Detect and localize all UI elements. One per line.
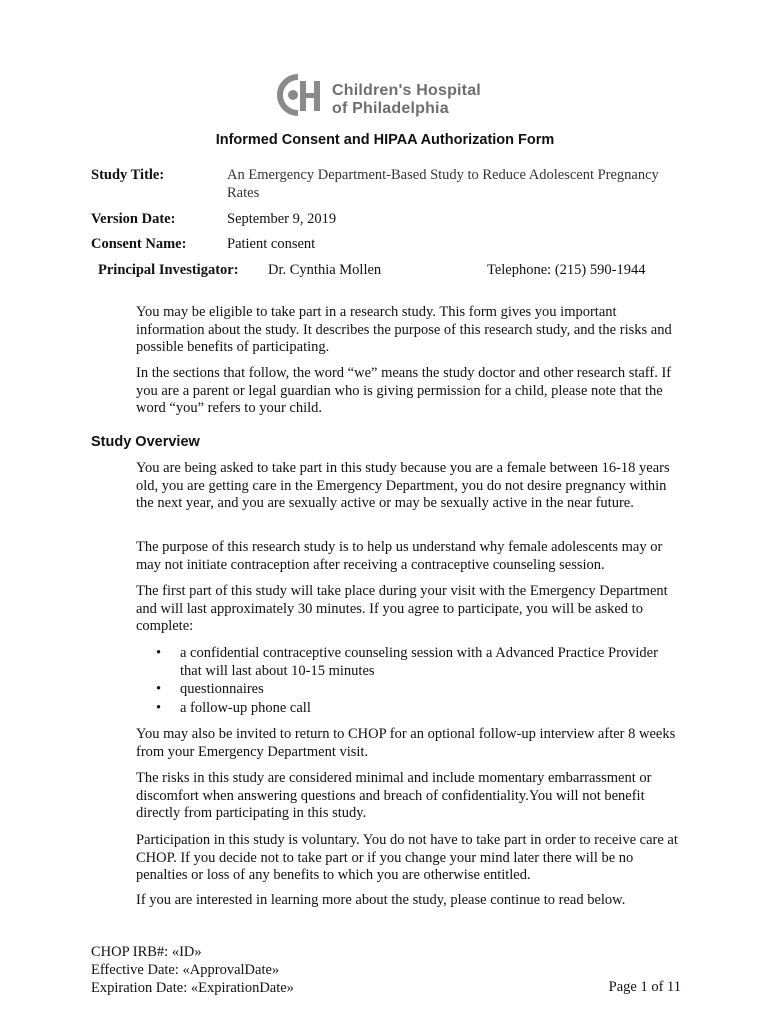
overview-text-6: Participation in this study is voluntary. You do not have to take part in order to receive care at CHOP. If you decide not to take part or if you change your mind later there will be no penalties or loss of any benefits to which you are otherwise entitled. [136, 832, 678, 884]
overview-text-7: If you are interested in learning more about the study, please continue to read below. [136, 892, 626, 908]
study-title-label: Study Title: [91, 167, 165, 183]
study-title-value: An Emergency Department-Based Study to Reduce Adolescent Pregnancy Rates [227, 167, 659, 201]
bullet-icon: • [156, 681, 162, 698]
chop-logo [276, 71, 496, 119]
section-heading-study-overview: Study Overview [91, 434, 200, 450]
intro-text-1: You may be eligible to take part in a research study. This form gives you important information about the study. It describes the purpose of this research study, and the risks and possible benefits of participating. [136, 304, 672, 356]
pi-label: Principal Investigator: [98, 262, 239, 278]
version-date-label: Version Date: [91, 211, 176, 227]
intro-text-2: In the sections that follow, the word “we” means the study doctor and other research staff. If you are a parent or legal guardian who is giving permission for a child, please note that the word “you” refers to your child. [136, 365, 672, 417]
footer [91, 943, 294, 997]
logo-line-2: of Philadelphia [332, 100, 449, 117]
bullet-icon: • [156, 645, 162, 661]
overview-paragraph-4 [136, 726, 681, 761]
overview-text-5: The risks in this study are considered minimal and include momentary embarrassment or discomfort when answering questions and breach of confidentiality.You will not benefit directly from participating in this study. [136, 770, 652, 822]
intro-paragraph-2 [136, 365, 681, 418]
consent-name-label: Consent Name: [91, 236, 187, 252]
footer-effective-date: Effective Date: «ApprovalDate» [91, 962, 280, 978]
overview-paragraph-6 [136, 832, 681, 885]
overview-paragraph-2 [136, 539, 681, 574]
pi-value: Dr. Cynthia Mollen [268, 262, 382, 278]
consent-name-value: Patient consent [227, 236, 316, 252]
pi-telephone: Telephone: (215) 590-1944 [487, 262, 646, 278]
overview-paragraph-1 [136, 460, 681, 513]
footer-expiration-date: Expiration Date: «ExpirationDate» [91, 980, 294, 996]
form-title: Informed Consent and HIPAA Authorization Form [215, 132, 555, 148]
chop-logo-mark-icon [276, 71, 332, 119]
overview-paragraph-5 [136, 770, 681, 823]
bullet-text-3: a follow-up phone call [180, 699, 311, 716]
logo-line-1: Children's Hospital [332, 82, 481, 99]
intro-paragraph-1 [136, 304, 681, 357]
bullet-list [156, 645, 676, 718]
overview-text-1: You are being asked to take part in this study because you are a female between 16-18 years old, you are getting care in the Emergency Department, you do not desire pregnancy within the next year, and you are sexually active or may be sexually active in the near future. [136, 460, 670, 512]
list-item [156, 681, 676, 699]
overview-text-3: The first part of this study will take place during your visit with the Emergency Department and will last approximately 30 minutes. If you agree to participate, you will be asked to complete: [136, 583, 668, 635]
bullet-icon: • [156, 699, 162, 716]
footer-irb: CHOP IRB#: «ID» [91, 944, 202, 960]
bullet-text-2: questionnaires [180, 681, 264, 698]
bullet-text-1: a confidential contraceptive counseling session with a Advanced Practice Provider that will last about 10-15 minutes [180, 645, 658, 679]
list-item [156, 700, 676, 718]
list-item [156, 645, 676, 680]
page-number: Page 1 of 11 [608, 979, 681, 995]
overview-text-2: The purpose of this research study is to help us understand why female adolescents may or may not initiate contraception after receiving a contraceptive counseling session. [136, 539, 663, 573]
overview-text-4: You may also be invited to return to CHOP for an optional follow-up interview after 8 weeks from your Emergency Department visit. [136, 726, 676, 760]
logo-wordmark [332, 82, 481, 118]
overview-paragraph-7 [136, 892, 681, 910]
version-date-value: September 9, 2019 [227, 211, 337, 227]
overview-paragraph-3 [136, 583, 681, 636]
